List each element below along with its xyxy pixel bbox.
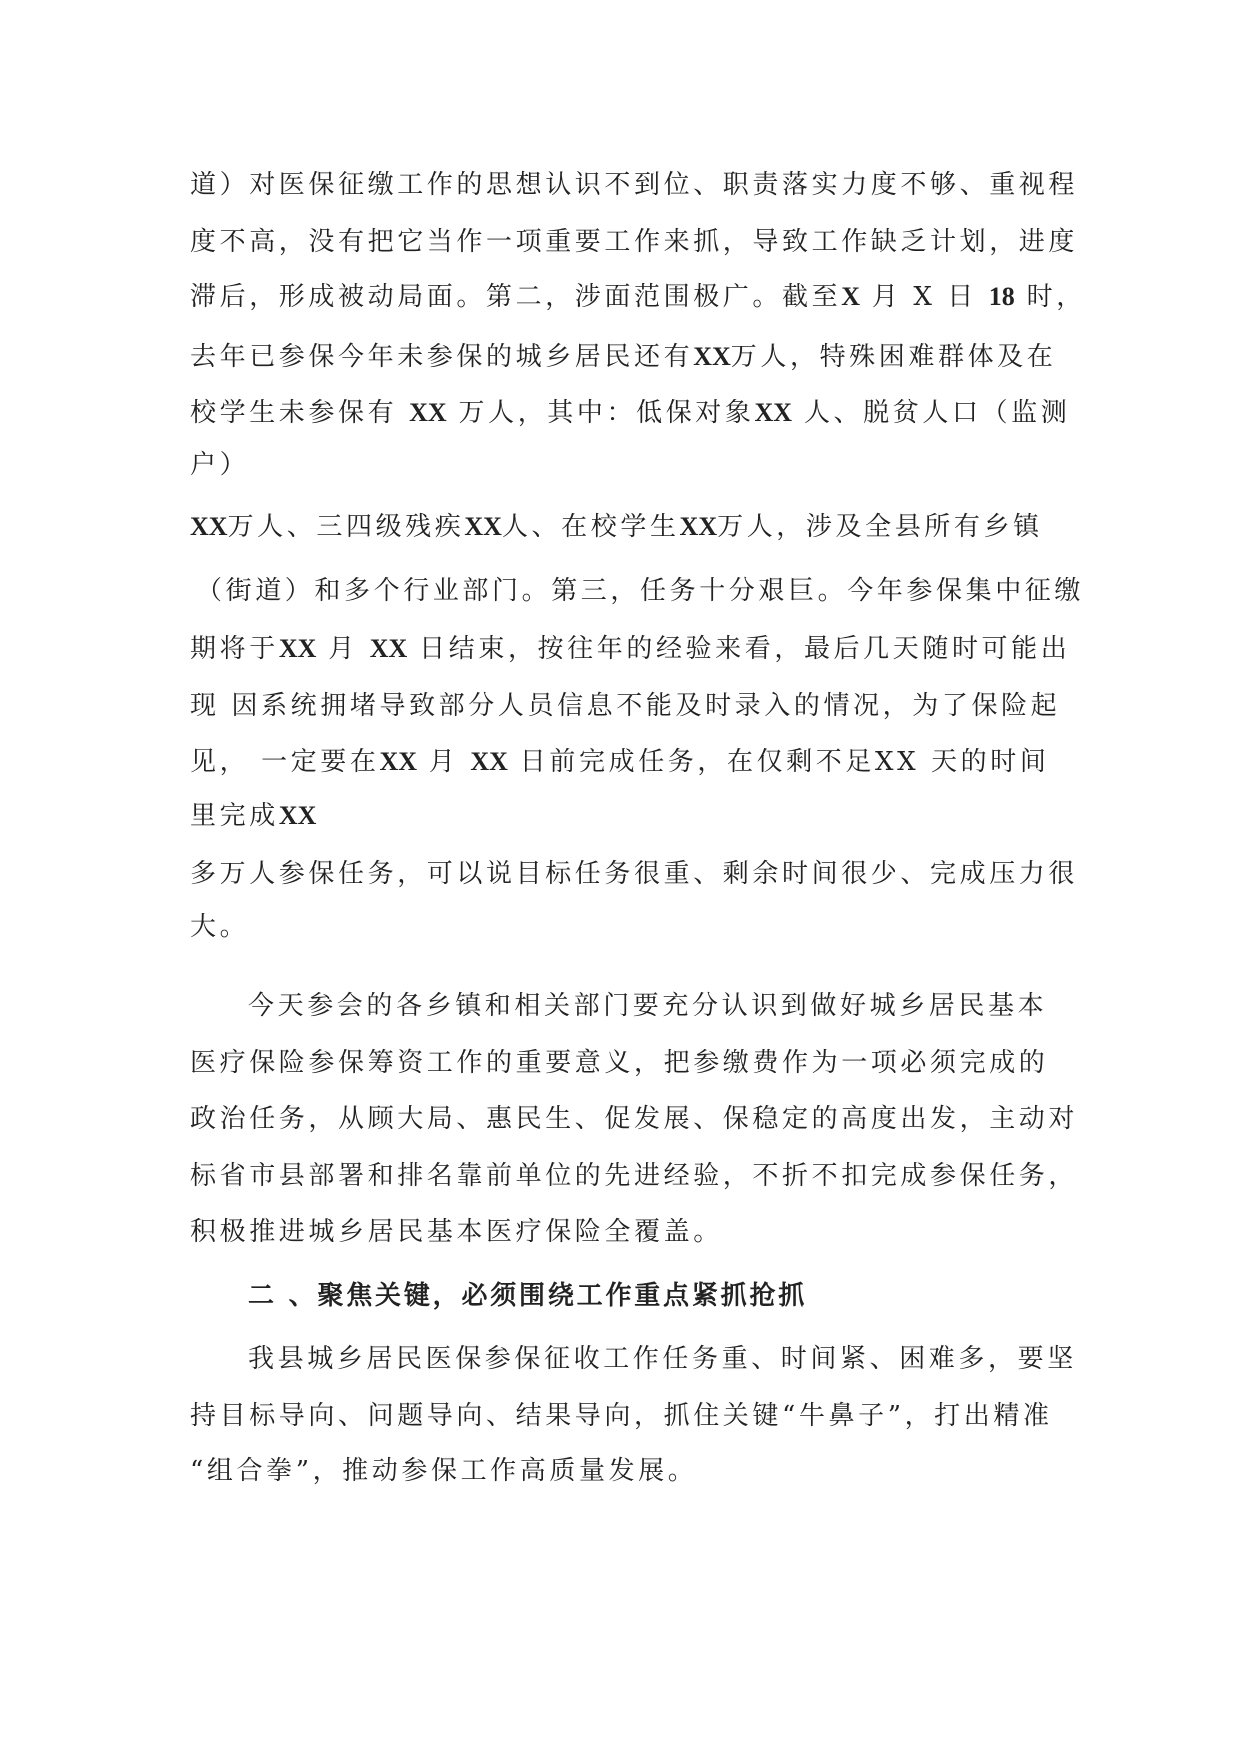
placeholder-bold: XX xyxy=(464,512,502,541)
text-span: 月 xyxy=(316,634,370,664)
text-span: 万人，涉及全县所有乡镇 xyxy=(717,512,1043,542)
paragraph-line xyxy=(190,400,1070,426)
paragraph-line xyxy=(190,749,1050,775)
text-span: 万人，特殊困难群体及在 xyxy=(730,342,1057,372)
paragraph-line xyxy=(190,514,1043,540)
placeholder-bold: XX xyxy=(190,512,228,541)
placeholder-bold: XX xyxy=(470,747,508,776)
paragraph-line: 多万人参保任务，可以说目标任务很重、剩余时间很少、完成压力很 xyxy=(190,859,1079,889)
placeholder-bold: XX xyxy=(369,634,408,663)
paragraph-line: 我县城乡居民医保参保征收工作任务重、时间紧、困难多，要坚 xyxy=(248,1344,1077,1374)
paragraph-line: 户） xyxy=(190,450,250,480)
text-span: 月 xyxy=(417,747,471,777)
placeholder-bold: XX xyxy=(379,747,418,776)
paragraph-line xyxy=(190,284,1086,310)
text-span: 人、脱贫人口（监测 xyxy=(792,398,1071,428)
placeholder-bold: X xyxy=(841,282,860,311)
text-span: 见， 一定要在 xyxy=(190,747,380,777)
text-span: 滞后，形成被动局面。第二，涉面范围极广。截至 xyxy=(190,282,842,312)
paragraph-line xyxy=(190,636,1070,662)
placeholder-bold: XX xyxy=(693,342,731,371)
text-span: 万人，其中：低保对象 xyxy=(446,398,755,428)
paragraph-line: 现 因系统拥堵导致部分人员信息不能及时录入的情况，为了保险起 xyxy=(190,691,1061,721)
paragraph-line: 今天参会的各乡镇和相关部门要充分认识到做好城乡居民基本 xyxy=(248,991,1048,1021)
text-span: 期将于 xyxy=(190,634,279,664)
paragraph-line: 医疗保险参保筹资工作的重要意义，把参缴费作为一项必须完成的 xyxy=(190,1048,1049,1078)
text-span: 人、在校学生 xyxy=(501,512,680,542)
paragraph-line: 政治任务，从顾大局、惠民生、促发展、保稳定的高度出发，主动对 xyxy=(190,1104,1079,1134)
text-span: 校学生未参保有 xyxy=(190,398,410,428)
paragraph-line: 大。 xyxy=(190,912,250,942)
placeholder-bold: XX xyxy=(754,398,793,427)
text-span: 万人、三四级残疾 xyxy=(227,512,465,542)
number-bold: 18 xyxy=(988,282,1015,311)
paragraph-line: （街道）和多个行业部门。第三，任务十分艰巨。今年参保集中征缴 xyxy=(196,576,1085,606)
text-span: 日前完成任务，在仅剩不足XX 天的时间 xyxy=(507,747,1050,777)
paragraph-line: 持目标导向、问题导向、结果导向，抓住关键“牛鼻子”，打出精准 xyxy=(190,1401,1053,1431)
text-span: 去年已参保今年未参保的城乡居民还有 xyxy=(190,342,694,372)
placeholder-bold: XX xyxy=(278,801,317,830)
placeholder-bold: XX xyxy=(278,634,317,663)
text-span: 时， xyxy=(1014,282,1086,312)
text-span: 里完成 xyxy=(190,801,279,831)
placeholder-bold: XX xyxy=(679,512,718,541)
paragraph-line: 积极推进城乡居民基本医疗保险全覆盖。 xyxy=(190,1217,723,1247)
paragraph-line: 道）对医保征缴工作的思想认识不到位、职责落实力度不够、重视程 xyxy=(190,170,1079,200)
text-span: 月 X 日 xyxy=(859,282,989,312)
paragraph-line xyxy=(190,803,316,829)
paragraph-line: 标省市县部署和排名靠前单位的先进经验，不折不扣完成参保任务， xyxy=(190,1161,1079,1191)
paragraph-line xyxy=(190,344,1056,370)
paragraph-line: 度不高，没有把它当作一项重要工作来抓，导致工作缺乏计划，进度 xyxy=(190,227,1079,257)
paragraph-line: “组合拳”，推动参保工作高质量发展。 xyxy=(190,1456,698,1486)
text-span: 日结束，按往年的经验来看，最后几天随时可能出 xyxy=(407,634,1071,664)
placeholder-bold: XX xyxy=(409,398,447,427)
section-heading: 二 、聚焦关键，必须围绕工作重点紧抓抢抓 xyxy=(248,1281,808,1311)
